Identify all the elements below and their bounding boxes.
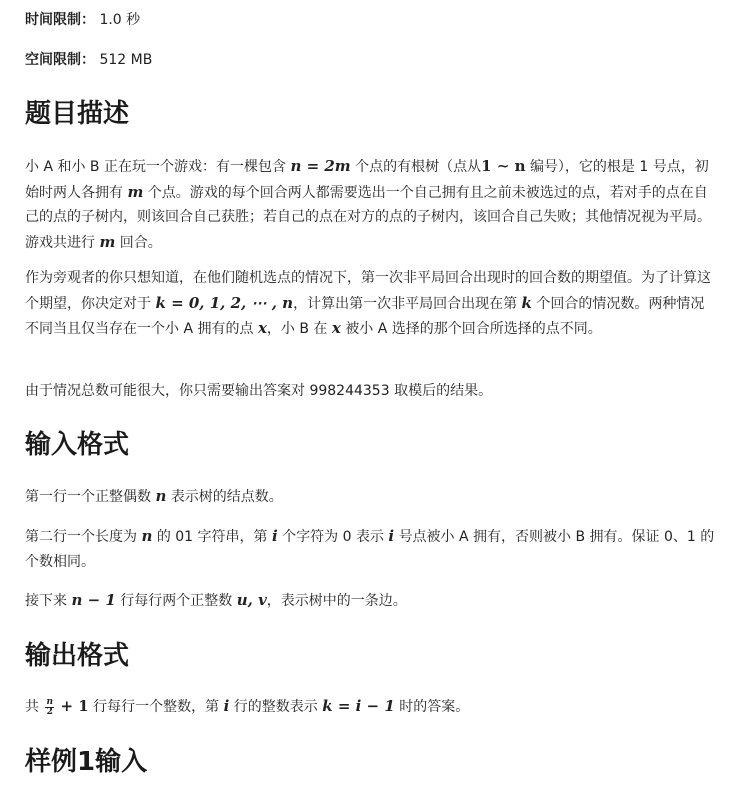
text: 表示树的结点数。 (170, 489, 283, 505)
space-limit (25, 50, 152, 70)
input-line-1 (25, 484, 715, 510)
time-limit (25, 10, 140, 30)
text: 第一行一个正整偶数 (25, 489, 151, 505)
text: 小 A 和小 B 正在玩一个游戏：有一棵包含 (25, 159, 286, 175)
text: 接下来 (25, 593, 67, 609)
text: 共 (25, 699, 39, 715)
text: 个回合的情况数。两种情况不同当且仅当存在一个小 A 拥有的点 (25, 295, 705, 337)
space-limit-value: 512 MB (99, 52, 153, 68)
section-title-input: 输入格式 (25, 430, 130, 460)
text: 回合。 (119, 234, 162, 251)
text: ，小 B 在 (266, 321, 328, 337)
text: 行每行一个整数，第 (93, 699, 220, 715)
fraction-denominator: 2 (46, 706, 53, 717)
input-line-3 (25, 588, 715, 614)
text: 号点被小 A 拥有，否则被小 B 拥有。保证 0、1 的个数相同。 (25, 529, 715, 570)
math: i (223, 697, 230, 715)
math: k = 0, 1, 2, ⋯ , n (155, 293, 294, 312)
math: n (141, 527, 153, 545)
math: m (127, 182, 144, 201)
section-title-output: 输出格式 (25, 641, 130, 671)
math: 1 ∼ n (481, 157, 526, 175)
description-paragraph-3: 由于情况总数可能很大，你只需要输出答案对 998244353 取模后的结果。 (25, 383, 493, 399)
text: ，计算出第一次非平局回合出现在第 (293, 295, 518, 312)
space-limit-label: 空间限制： (25, 52, 95, 68)
text: 的 01 字符串，第 (156, 529, 268, 545)
section-title-description: 题目描述 (25, 99, 130, 129)
math: n = 2m (290, 157, 351, 175)
text: 时的答案。 (399, 699, 470, 715)
text: 作为旁观者的你只想知道，在他们随机选点的情况下，第一次非平局回合出现时的回合数的期望值。为了计算这个期望，你决定对于 (25, 270, 711, 312)
fraction-numerator: n (46, 696, 53, 707)
description-paragraph-2 (25, 266, 715, 342)
fraction-n-over-2 (45, 698, 54, 717)
text: 个点。游戏的每个回合两人都需要选出一个自己拥有且之前未被选过的点，若对手的点在自己的点的子树内，则该回合自己获胜；若自己的点在对方的点的子树内，该回合自己失败；其他情况视为平局。游戏共进行 (25, 184, 711, 251)
math: k = i − 1 (322, 697, 395, 715)
time-limit-value: 1.0 秒 (99, 12, 141, 28)
math: i (271, 527, 278, 545)
math: u, v (236, 591, 267, 609)
input-line-2 (25, 524, 715, 574)
time-limit-label: 时间限制： (25, 12, 95, 28)
section-title-sample1-input: 样例1输入 (25, 747, 148, 777)
text: ，表示树中的一条边。 (266, 593, 407, 609)
description-paragraph-1 (25, 154, 715, 255)
output-line (25, 694, 715, 720)
math: m (99, 232, 116, 251)
text: 编号），它的根是 1 号点，初始时两人各拥有 (25, 159, 709, 201)
text: 行每行两个正整数 (120, 593, 233, 609)
math: + 1 (60, 697, 89, 715)
text: 个点的有根树（点从 (355, 159, 482, 175)
text: 个字符为 0 表示 (282, 529, 384, 545)
text: 被小 A 选择的那个回合所选择的点不同。 (345, 321, 602, 337)
math: x (257, 319, 267, 337)
math: k (521, 293, 532, 312)
text: 行的整数表示 (233, 699, 318, 715)
math: x (331, 319, 341, 337)
text: 第二行一个长度为 (25, 529, 137, 545)
math: n − 1 (71, 591, 116, 609)
math: i (388, 527, 395, 545)
math: n (155, 487, 167, 505)
